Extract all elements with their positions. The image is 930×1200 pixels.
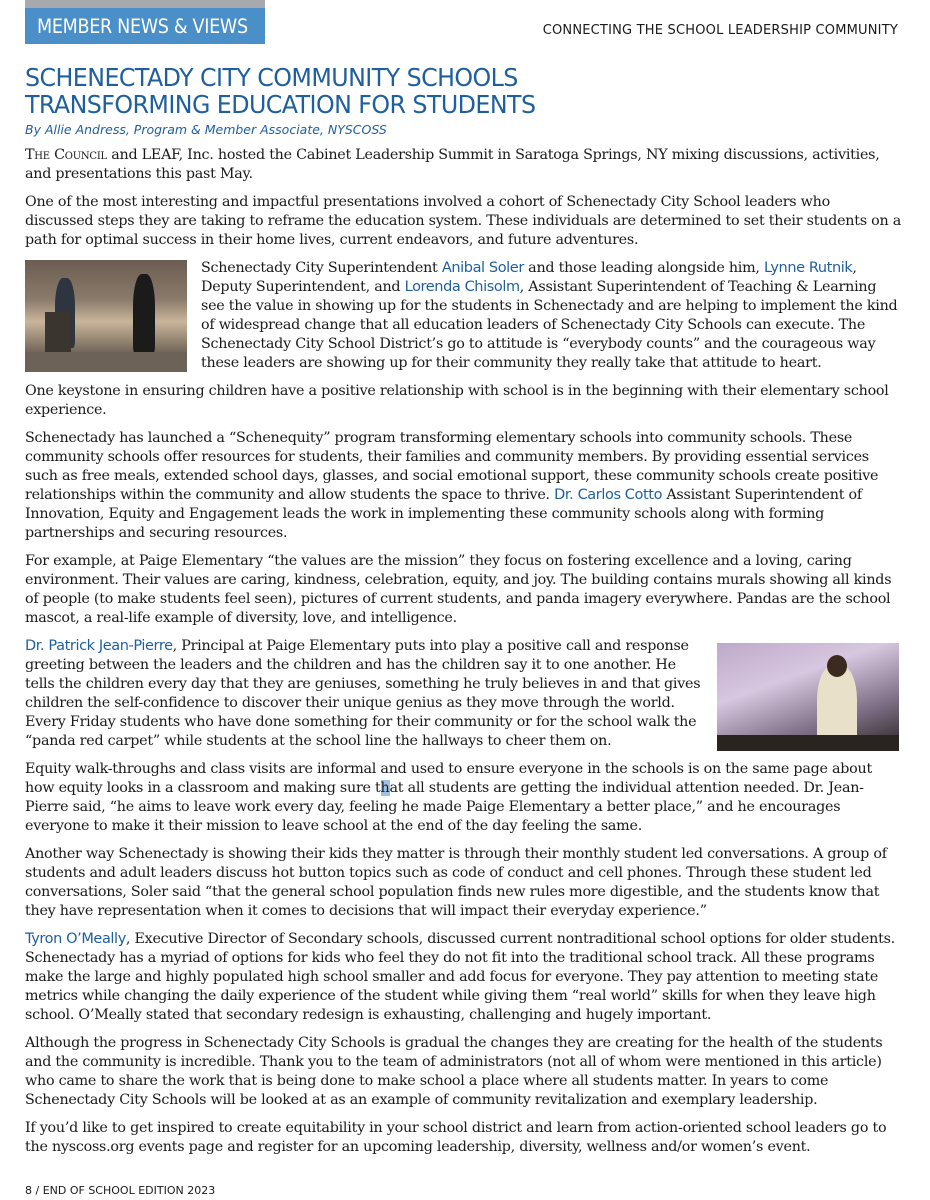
paragraph-principal	[25, 637, 901, 751]
paragraph-text: , Deputy Superintendent, and	[201, 260, 857, 295]
paragraph-paige-elementary: For example, at Paige Elementary “the values are the mission” they focus on fostering excellence and a loving, caring environment. Their values are caring, kindness, celebration, equity, and joy. The building contains murals showing all kinds of people (to make students feel seen), pictures of current students, and panda imagery everywhere. Pandas are the school mascot, a real-life example of diversity, love, and intelligence.	[25, 553, 892, 626]
paragraph-keystone: One keystone in ensuring children have a positive relationship with school is in the beginning with their elementary school experience.	[25, 383, 889, 418]
paragraph-secondary	[25, 930, 901, 1025]
paragraph-text: Assistant Superintendent of Innovation, Equity and Engagement leads the work in implementing these community schools along with forming partnerships and securing resources.	[25, 487, 862, 541]
paragraph-text: Schenectady has launched a “Schenequity” program transforming elementary schools into community schools. These community schools offer resources for students, their families and community members. By providing essential services such as free meals, extended school days, glasses, and social emotional support, these community schools create positive relationships within the community and allow students the space to thrive.	[25, 430, 879, 503]
paragraph-text: Schenectady City Superintendent	[201, 260, 442, 276]
paragraph-text: , Executive Director of Secondary schools, discussed current nontraditional school options for older students. Schenectady has a myriad of options for kids who feel they do not fit into the traditional school track. All these programs make the large and highly populated high school smaller and add focus for everyone. They pay attention to meeting state metrics while changing the daily experience of the student while giving them “real world” skills for when they leave high school. O’Meally stated that secondary redesign is exhausting, challenging and hugely important.	[25, 931, 895, 1023]
speaker-head	[827, 655, 847, 677]
article-body	[25, 146, 901, 1166]
summit-presenters-photo	[25, 260, 187, 372]
audience-chairs	[25, 352, 187, 372]
paragraph-cohort: One of the most interesting and impactful presentations involved a cohort of Schenectady City School leaders who discussed steps they are taking to reframe the education system. These individuals are determined to set their students on a path for optimal success in their home lives, current endeavors, and future adventures.	[25, 194, 902, 248]
person-name-patrick-jean-pierre: Dr. Patrick Jean-Pierre	[25, 638, 173, 654]
paragraph-leaders	[25, 259, 901, 373]
person-name-lorenda-chisolm: Lorenda Chisolm	[404, 279, 520, 295]
article-title-line1: SCHENECTADY CITY COMMUNITY SCHOOLS	[25, 63, 518, 92]
paragraph-intro	[25, 146, 901, 184]
section-tab	[25, 8, 265, 44]
audience-heads	[717, 735, 899, 751]
paragraph-text: at all students are getting the individual attention needed. Dr. Jean-Pierre said, “he aims to leave work every day, feeling he made Paige Elementary a better place,” and he encourages everyone to make it their mission to leave school at the end of the day feeling the same.	[25, 780, 864, 834]
article-byline: By Allie Andress, Program & Member Associate, NYSCOSS	[25, 122, 387, 137]
article-title	[25, 64, 535, 118]
paragraph-text: and those leading alongside him,	[523, 260, 765, 276]
text-cursor-highlight: h	[380, 780, 390, 796]
paragraph-call-to-action: If you’d like to get inspired to create equitability in your school district and learn from action-oriented school leaders go to the nyscoss.org events page and register for an upcoming leadership, diversity, wellness and/or women’s event.	[25, 1120, 887, 1155]
person-name-carlos-cotto: Dr. Carlos Cotto	[554, 487, 663, 503]
article-title-line2: TRANSFORMING EDUCATION FOR STUDENTS	[25, 90, 536, 119]
paragraph-schenequity	[25, 429, 901, 543]
paragraph-text: Equity walk-throughs and class visits are informal and used to ensure everyone in the schools is on the same page about how equity looks in a classroom and making sure t	[25, 761, 872, 796]
header-tagline: CONNECTING THE SCHOOL LEADERSHIP COMMUNITY	[542, 23, 898, 38]
paragraph-equity-walkthroughs	[25, 760, 901, 836]
section-tab-bar	[25, 0, 265, 8]
person-name-anibal-soler: Anibal Soler	[441, 260, 524, 276]
paragraph-text: , Assistant Superintendent of Teaching & Learning see the value in showing up for the students in Schenectady and are helping to implement the kind of widespread change that all education leaders of Schenectady City Schools can execute. The Schenectady City School District’s go to attitude is “everybody counts” and the courageous way these leaders are showing up for their community they really take that attitude to heart.	[201, 279, 898, 371]
principal-speaking-photo	[717, 643, 899, 751]
paragraph-student-conversations: Another way Schenectady is showing their kids they matter is through their monthly student led conversations. A group of students and adult leaders discuss hot button topics such as code of conduct and cell phones. Through these student led conversations, Soler said “that the general school population finds new rules more digestible, and the students know that they have representation when it comes to decisions that will impact their everyday experience.”	[25, 846, 887, 919]
person-name-lynne-rutnik: Lynne Rutnik	[764, 260, 853, 276]
paragraph-conclusion: Although the progress in Schenectady City Schools is gradual the changes they are creating for the health of the students and the community is incredible. Thank you to the team of administrators (not all of whom were mentioned in this article) who came to share the work that is being done to make school a place where all students matter. In years to come Schenectady City Schools will be looked at as an example of community revitalization and exemplary leadership.	[25, 1035, 883, 1108]
person-name-tyron-omeally: Tyron O’Meally	[25, 931, 126, 947]
paragraph-text: , Principal at Paige Elementary puts into play a positive call and response greeting between the leaders and the children and has the children say it to one another. He tells the children every day that they are geniuses, something he truly believes in and that gives children the self-confidence to discover their unique genius as they move through the world. Every Friday students who have done something for their community or for the school walk the “panda red carpet” while students at the school line the hallways to cheer them on.	[25, 638, 701, 749]
page-footer: 8 / END OF SCHOOL EDITION 2023	[25, 1184, 216, 1197]
presenter-figure	[133, 274, 155, 354]
paragraph-text: and LEAF, Inc. hosted the Cabinet Leadership Summit in Saratoga Springs, NY mixing discussions, activities, and presentations this past May.	[25, 147, 880, 182]
section-tab-label: MEMBER NEWS & VIEWS	[37, 14, 248, 38]
org-name: The Council	[25, 147, 107, 163]
